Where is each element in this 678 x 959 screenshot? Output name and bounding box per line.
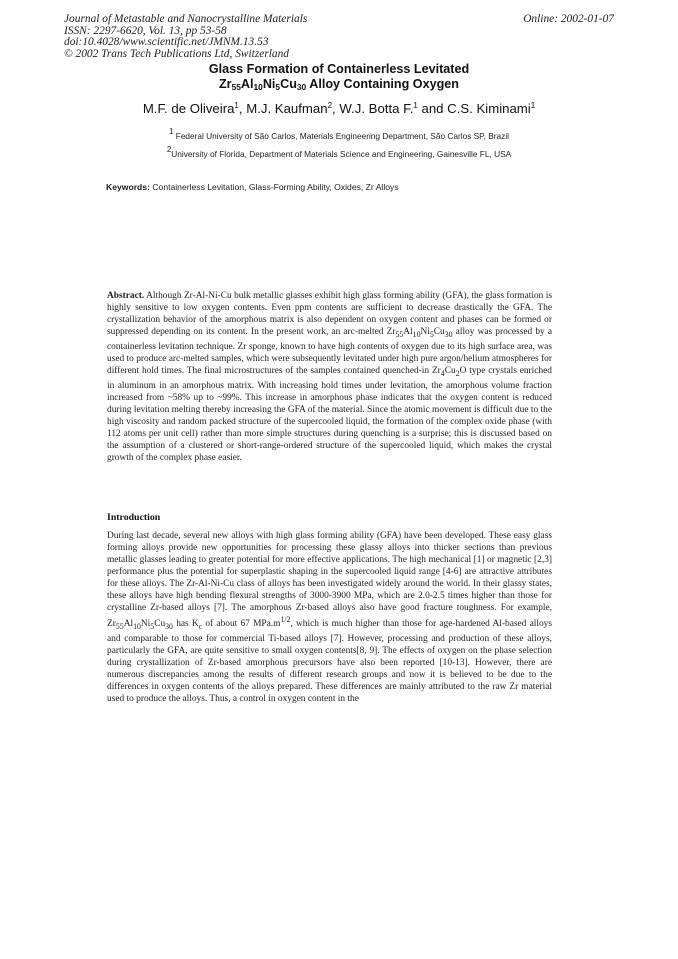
title-cu-sub: 30 — [296, 82, 307, 92]
keywords-label: Keywords: — [106, 182, 150, 192]
oxide-zr: Zr — [431, 365, 441, 376]
author-4-affil: 1 — [530, 101, 536, 110]
abstract-alloy-ni: Ni — [420, 327, 430, 337]
keywords-text: Containerless Levitation, Glass-Forming Ability, Oxides, Zr Alloys — [152, 182, 399, 192]
intro-exponent: 1/2 — [280, 615, 291, 624]
title-zr: Zr — [218, 77, 232, 91]
intro-text-2: has K — [172, 619, 199, 630]
oxide-cu: Cu — [444, 365, 456, 376]
abstract-alloy-al: Al — [403, 327, 413, 337]
journal-copyright: © 2002 Trans Tech Publications Ltd, Switzerland — [64, 47, 289, 60]
oxide-o: O — [459, 365, 467, 376]
introduction-paragraph — [107, 530, 552, 705]
author-3-affil: 1 — [413, 101, 418, 110]
abstract-text-1: Although Zr-Al-Ni-Cu bulk metallic glasses exhibit high glass forming ability (GFA), the glass formation is highly sensitive to low oxygen contents. Even ppm contents are sufficient to decrease drastically the GFA. The crystallization behavior of the amorphous matrix is also dependent on oxygen content and phases can be formed or suppressed depending on its content. In the present work, an arc-melted — [107, 291, 552, 337]
abstract-text-3: type crystals enriched in aluminum in an amorphous matrix. With increasing hold times under levitation, the amorphous volume fraction increased from ~58% up to ~99%. This increase in amorphous phase indicates that the oxygen content is reduced during levitation melting thereby increasing the GFA of the material. Since the atomic movement is difficult due to the high viscosity and random packed structure of the supercooled liquid, the formation of the complex oxide phase (with 112 atoms per unit cell) rather than more simple structures during quenching is a surprise; this is discussed based on the assumption of a clustered or short-range-ordered structure of the supercooled liquid, which makes the crystal growth of the complex phase easier. — [107, 365, 552, 463]
journal-issn: ISSN: 2297-6620, Vol. 13, pp 53-58 — [64, 24, 227, 37]
paper-title — [0, 62, 678, 92]
journal-name: Journal of Metastable and Nanocrystalline Materials — [64, 13, 308, 25]
intro-alloy-ni-sub: 5 — [150, 622, 155, 631]
abstract-alloy-cu-sub: 30 — [444, 329, 453, 339]
intro-text-4: , which is much higher than those for age-hardened Al-based alloys and comparable to those for commercial Ti-based alloys [7]. However, processing and production of these alloys, particularly the GFA, are quite sensitive to small oxygen contents[8, 9]. The effects of oxygen on the phase selection during crystallization of Zr-based amorphous precursors have also been reported [10-13]. However, there are numerous discrepancies among the results of different research groups and now it is believed to be due to the differences in oxygen contents of the alloys prepared. These differences are mainly attributed to the raw Zr material used to produce the alloys. Thus, a control in oxygen content in the — [107, 619, 552, 704]
journal-doi: doi:10.4028/www.scientific.net/JMNM.13.53 — [64, 36, 269, 49]
affiliation-1-text: Federal University of São Carlos, Materials Engineering Department, São Carlos SP, Brazil — [175, 131, 510, 141]
abstract-label: Abstract. — [107, 291, 145, 301]
title-ni-sub: 5 — [275, 82, 281, 92]
abstract-alloy-al-sub: 10 — [412, 329, 421, 339]
title-line-2 — [0, 77, 678, 92]
title-al-sub: 10 — [253, 82, 263, 92]
title-line-2-rest: Alloy Containing Oxygen — [306, 77, 459, 91]
introduction-heading: Introduction — [107, 512, 161, 523]
oxide-zr-sub: 4 — [440, 368, 445, 378]
abstract-alloy-ni-sub: 5 — [429, 329, 434, 339]
author-4: C.S. Kiminami — [447, 101, 531, 116]
intro-kc-sub: c — [198, 622, 203, 631]
intro-alloy-cu-sub: 30 — [165, 622, 173, 631]
intro-alloy-zr: Zr — [107, 619, 116, 630]
abstract — [107, 290, 552, 464]
title-al: Al — [240, 77, 254, 91]
intro-alloy-zr-sub: 55 — [115, 622, 124, 631]
introduction — [107, 530, 552, 705]
author-1: M.F. de Oliveira — [142, 101, 235, 116]
affiliation-1-marker: 1 — [168, 127, 174, 136]
abstract-text-2: alloy was processed by a containerless levitation technique. Zr sponge, known to have high contents of oxygen due to its high surface area, was used to produce arc-melted samples, which were subsequently levitated under high pure argon/helium atmospheres for different hold times. The final microstructures of the samples contained quenched-in — [107, 327, 553, 376]
intro-alloy-ni: Ni — [140, 619, 151, 630]
affiliation-2 — [0, 145, 678, 160]
author-3: W.J. Botta F. — [339, 101, 414, 116]
journal-header — [64, 14, 307, 60]
author-1-affil: 1 — [234, 101, 239, 110]
intro-alloy-al-sub: 10 — [133, 622, 141, 631]
keywords — [106, 181, 399, 193]
abstract-alloy-zr: Zr — [386, 327, 396, 337]
title-zr-sub: 55 — [231, 82, 241, 92]
affiliation-2-marker: 2 — [166, 145, 172, 154]
intro-alloy-cu: Cu — [154, 619, 166, 630]
abstract-alloy-zr-sub: 55 — [395, 329, 404, 339]
author-2-affil: 2 — [327, 101, 333, 110]
affiliation-2-text: University of Florida, Department of Materials Science and Engineering, Gainesville FL, USA — [171, 149, 512, 159]
affiliation-1 — [0, 127, 678, 142]
intro-text-1: During last decade, several new alloys with high glass forming ability (GFA) have been developed. These easy glass forming alloys provide new opportunities for processing these glassy alloys into thicker sections than previous metallic glasses leading to greater potential for more effective applications. The high mechanical [1] or magnetic [2,3] performance plus the potential for superplastic shaping in the supercooled liquid range [4-6] are attractive attributes for these alloys. The Zr-Al-Ni-Cu class of alloys has been investigated widely around the world. In their glassy states, these alloys have high bending flexural strengths of 3000-3900 MPa, which are 2.0-2.5 times higher than those for crystalline Zr-based alloys [7]. The amorphous Zr-based alloys also have good fracture toughness. For example, — [107, 531, 552, 613]
oxide-cu-sub: 2 — [455, 368, 460, 378]
author-2: M.J. Kaufman — [246, 101, 328, 116]
author-list: M.F. de Oliveira$^1$, M.J. Kaufman$^2$, W.J. Botta F.$^1$ and C.S. Kiminami$^1$ — [142, 101, 536, 116]
title-cu: Cu — [280, 77, 297, 91]
title-ni: Ni — [262, 77, 276, 91]
intro-text-3: of about 67 MPa.m — [202, 619, 281, 630]
abstract-paragraph — [107, 290, 552, 464]
online-date: Online: 2002-01-07 — [523, 13, 614, 25]
intro-alloy-al: Al — [123, 619, 134, 630]
abstract-alloy-cu: Cu — [433, 327, 445, 337]
title-line-1: Glass Formation of Containerless Levitated — [208, 62, 470, 76]
